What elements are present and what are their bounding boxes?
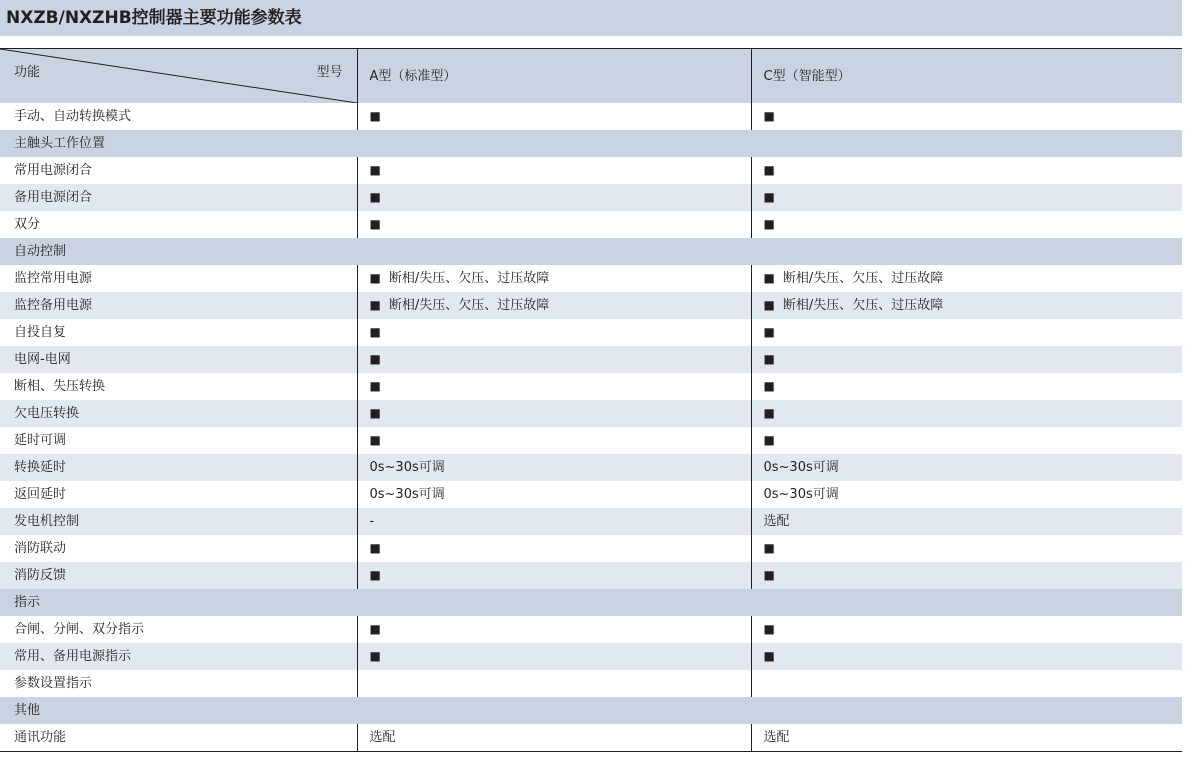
function-label: 监控备用电源 [0, 292, 357, 319]
table-row [0, 373, 1182, 400]
table-header-row [0, 49, 1182, 104]
cell-type-c [751, 616, 1182, 643]
function-label: 欠电压转换 [0, 400, 357, 427]
supported-marker: ■ [763, 406, 775, 420]
cell-value: 断相/失压、欠压、过压故障 [388, 298, 550, 313]
supported-marker: ■ [763, 109, 775, 123]
supported-marker: ■ [763, 433, 775, 447]
cell-type-c [751, 400, 1182, 427]
cell-type-c [751, 346, 1182, 373]
cell-type-a [357, 454, 751, 481]
function-label: 备用电源闭合 [0, 184, 357, 211]
cell-value: 选配 [369, 730, 396, 745]
table-row [0, 292, 1182, 319]
table-row [0, 670, 1182, 697]
cell-type-c [751, 427, 1182, 454]
diagonal-divider [0, 49, 357, 103]
function-label: 转换延时 [0, 454, 357, 481]
cell-type-a [357, 643, 751, 670]
cell-type-a [357, 616, 751, 643]
function-label: 断相、失压转换 [0, 373, 357, 400]
function-label: 双分 [0, 211, 357, 238]
cell-type-a [357, 481, 751, 508]
function-label: 监控常用电源 [0, 265, 357, 292]
supported-marker: ■ [369, 568, 381, 582]
cell-type-a [357, 211, 751, 238]
supported-marker: ■ [369, 379, 381, 393]
supported-marker: ■ [763, 298, 775, 312]
supported-marker: ■ [369, 622, 381, 636]
cell-type-a [357, 157, 751, 184]
supported-marker: ■ [763, 190, 775, 204]
supported-marker: ■ [763, 325, 775, 339]
function-label: 返回延时 [0, 481, 357, 508]
cell-value: 0s~30s可调 [763, 487, 839, 502]
function-label: 参数设置指示 [0, 670, 357, 697]
cell-type-c [751, 724, 1182, 752]
cell-type-c [751, 562, 1182, 589]
supported-marker: ■ [369, 649, 381, 663]
supported-marker: ■ [763, 622, 775, 636]
cell-value: 断相/失压、欠压、过压故障 [782, 271, 944, 286]
supported-marker: ■ [763, 163, 775, 177]
cell-type-a [357, 103, 751, 130]
cell-type-c [751, 184, 1182, 211]
supported-marker: ■ [763, 352, 775, 366]
supported-marker: ■ [369, 163, 381, 177]
function-label: 合闸、分闸、双分指示 [0, 616, 357, 643]
cell-type-a [357, 724, 751, 752]
function-label: 常用、备用电源指示 [0, 643, 357, 670]
cell-type-c [751, 373, 1182, 400]
section-row [0, 589, 1182, 616]
supported-marker: ■ [763, 568, 775, 582]
table-row [0, 157, 1182, 184]
supported-marker: ■ [763, 649, 775, 663]
supported-marker: ■ [763, 541, 775, 555]
section-row [0, 238, 1182, 265]
supported-marker: ■ [763, 271, 775, 285]
cell-type-a [357, 427, 751, 454]
table-row [0, 400, 1182, 427]
supported-marker: ■ [369, 217, 381, 231]
cell-type-a [357, 346, 751, 373]
cell-value: 0s~30s可调 [369, 487, 445, 502]
table-row [0, 184, 1182, 211]
cell-type-a [357, 400, 751, 427]
cell-type-c [751, 643, 1182, 670]
cell-type-a [357, 508, 751, 535]
cell-value: 断相/失压、欠压、过压故障 [782, 298, 944, 313]
section-label: 自动控制 [0, 238, 1182, 265]
cell-type-c [751, 103, 1182, 130]
supported-marker: ■ [763, 217, 775, 231]
cell-value: - [369, 514, 375, 529]
table-row [0, 103, 1182, 130]
cell-type-a [357, 265, 751, 292]
cell-value: 0s~30s可调 [369, 460, 445, 475]
table-row [0, 724, 1182, 752]
function-label: 通讯功能 [0, 724, 357, 752]
section-row [0, 130, 1182, 157]
table-row [0, 481, 1182, 508]
cell-value: 断相/失压、欠压、过压故障 [388, 271, 550, 286]
parameter-table [0, 48, 1182, 752]
cell-type-a [357, 292, 751, 319]
header-col-a: A型（标准型） [357, 49, 751, 104]
title-bar [0, 0, 1182, 36]
header-function-label: 功能 [14, 65, 41, 80]
cell-type-c [751, 292, 1182, 319]
cell-type-c [751, 319, 1182, 346]
function-label: 消防反馈 [0, 562, 357, 589]
table-row [0, 643, 1182, 670]
supported-marker: ■ [763, 379, 775, 393]
cell-type-c [751, 265, 1182, 292]
section-label: 其他 [0, 697, 1182, 724]
function-label: 发电机控制 [0, 508, 357, 535]
supported-marker: ■ [369, 190, 381, 204]
header-col-c: C型（智能型） [751, 49, 1182, 104]
cell-type-c [751, 157, 1182, 184]
table-row [0, 319, 1182, 346]
cell-value: 选配 [763, 730, 790, 745]
cell-type-a [357, 184, 751, 211]
supported-marker: ■ [369, 271, 381, 285]
function-label: 延时可调 [0, 427, 357, 454]
table-row [0, 562, 1182, 589]
function-label: 自投自复 [0, 319, 357, 346]
supported-marker: ■ [369, 325, 381, 339]
cell-type-c [751, 454, 1182, 481]
cell-type-a [357, 535, 751, 562]
cell-type-c [751, 535, 1182, 562]
supported-marker: ■ [369, 298, 381, 312]
section-label: 指示 [0, 589, 1182, 616]
header-corner-cell [0, 49, 357, 104]
table-body [0, 49, 1182, 752]
table-row [0, 508, 1182, 535]
header-model-label: 型号 [316, 65, 343, 80]
table-row [0, 535, 1182, 562]
cell-value: 0s~30s可调 [763, 460, 839, 475]
cell-type-a [357, 319, 751, 346]
cell-value: 选配 [763, 514, 790, 529]
function-label: 电网-电网 [0, 346, 357, 373]
supported-marker: ■ [369, 541, 381, 555]
cell-type-c [751, 481, 1182, 508]
cell-type-c [751, 670, 1182, 697]
function-label: 手动、自动转换模式 [0, 103, 357, 130]
table-row [0, 265, 1182, 292]
function-label: 常用电源闭合 [0, 157, 357, 184]
supported-marker: ■ [369, 433, 381, 447]
function-label: 消防联动 [0, 535, 357, 562]
cell-type-c [751, 211, 1182, 238]
table-row [0, 616, 1182, 643]
table-row [0, 454, 1182, 481]
page-title: NXZB/NXZHB控制器主要功能参数表 [6, 8, 302, 28]
section-row [0, 697, 1182, 724]
cell-type-a [357, 670, 751, 697]
supported-marker: ■ [369, 352, 381, 366]
cell-type-a [357, 373, 751, 400]
cell-type-c [751, 508, 1182, 535]
table-row [0, 346, 1182, 373]
cell-type-a [357, 562, 751, 589]
supported-marker: ■ [369, 109, 381, 123]
supported-marker: ■ [369, 406, 381, 420]
section-label: 主触头工作位置 [0, 130, 1182, 157]
table-row [0, 427, 1182, 454]
table-row [0, 211, 1182, 238]
